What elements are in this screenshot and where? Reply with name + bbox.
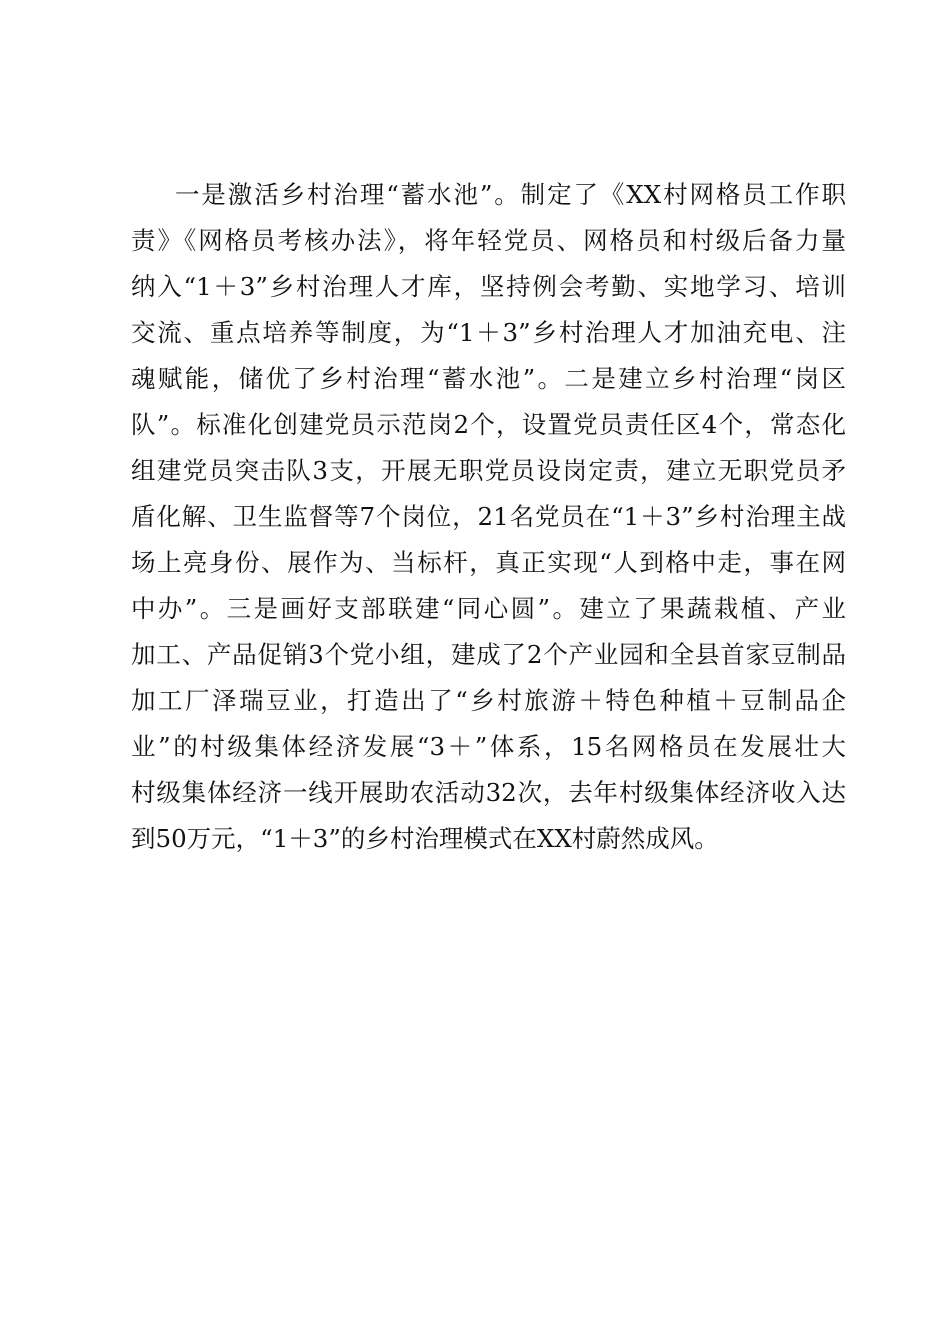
paragraph-line: 盾化解、卫生监督等7个岗位，21名党员在“1＋3”乡村治理主战 [131, 502, 846, 531]
paragraph-line: 魂赋能，储优了乡村治理“蓄水池”。二是建立乡村治理“岗区 [131, 364, 846, 393]
paragraph-line: 场上亮身份、展作为、当标杆，真正实现“人到格中走，事在网 [131, 548, 846, 577]
paragraph-line: 中办”。三是画好支部联建“同心圆”。建立了果蔬栽植、产业 [131, 594, 846, 623]
paragraph-line: 组建党员突击队3支，开展无职党员设岗定责，建立无职党员矛 [131, 456, 846, 485]
paragraph-line: 一是激活乡村治理“蓄水池”。制定了《XX村网格员工作职 [175, 180, 846, 209]
paragraph-line: 责》《网格员考核办法》，将年轻党员、网格员和村级后备力量 [131, 226, 846, 255]
paragraph-line: 纳入“1＋3”乡村治理人才库，坚持例会考勤、实地学习、培训 [131, 272, 846, 301]
paragraph-line: 队”。标准化创建党员示范岗2个，设置党员责任区4个，常态化 [131, 410, 846, 439]
paragraph-line: 交流、重点培养等制度，为“1＋3”乡村治理人才加油充电、注 [131, 318, 846, 347]
paragraph-line: 业”的村级集体经济发展“3＋”体系，15名网格员在发展壮大 [131, 732, 846, 761]
paragraph-line: 到50万元，“1＋3”的乡村治理模式在XX村蔚然成风。 [131, 824, 719, 853]
paragraph-line: 村级集体经济一线开展助农活动32次，去年村级集体经济收入达 [131, 778, 846, 807]
paragraph-line: 加工厂泽瑞豆业，打造出了“乡村旅游＋特色种植＋豆制品企 [131, 686, 846, 715]
paragraph-line: 加工、产品促销3个党小组，建成了2个产业园和全县首家豆制品 [131, 640, 846, 669]
body-paragraph [131, 172, 846, 862]
